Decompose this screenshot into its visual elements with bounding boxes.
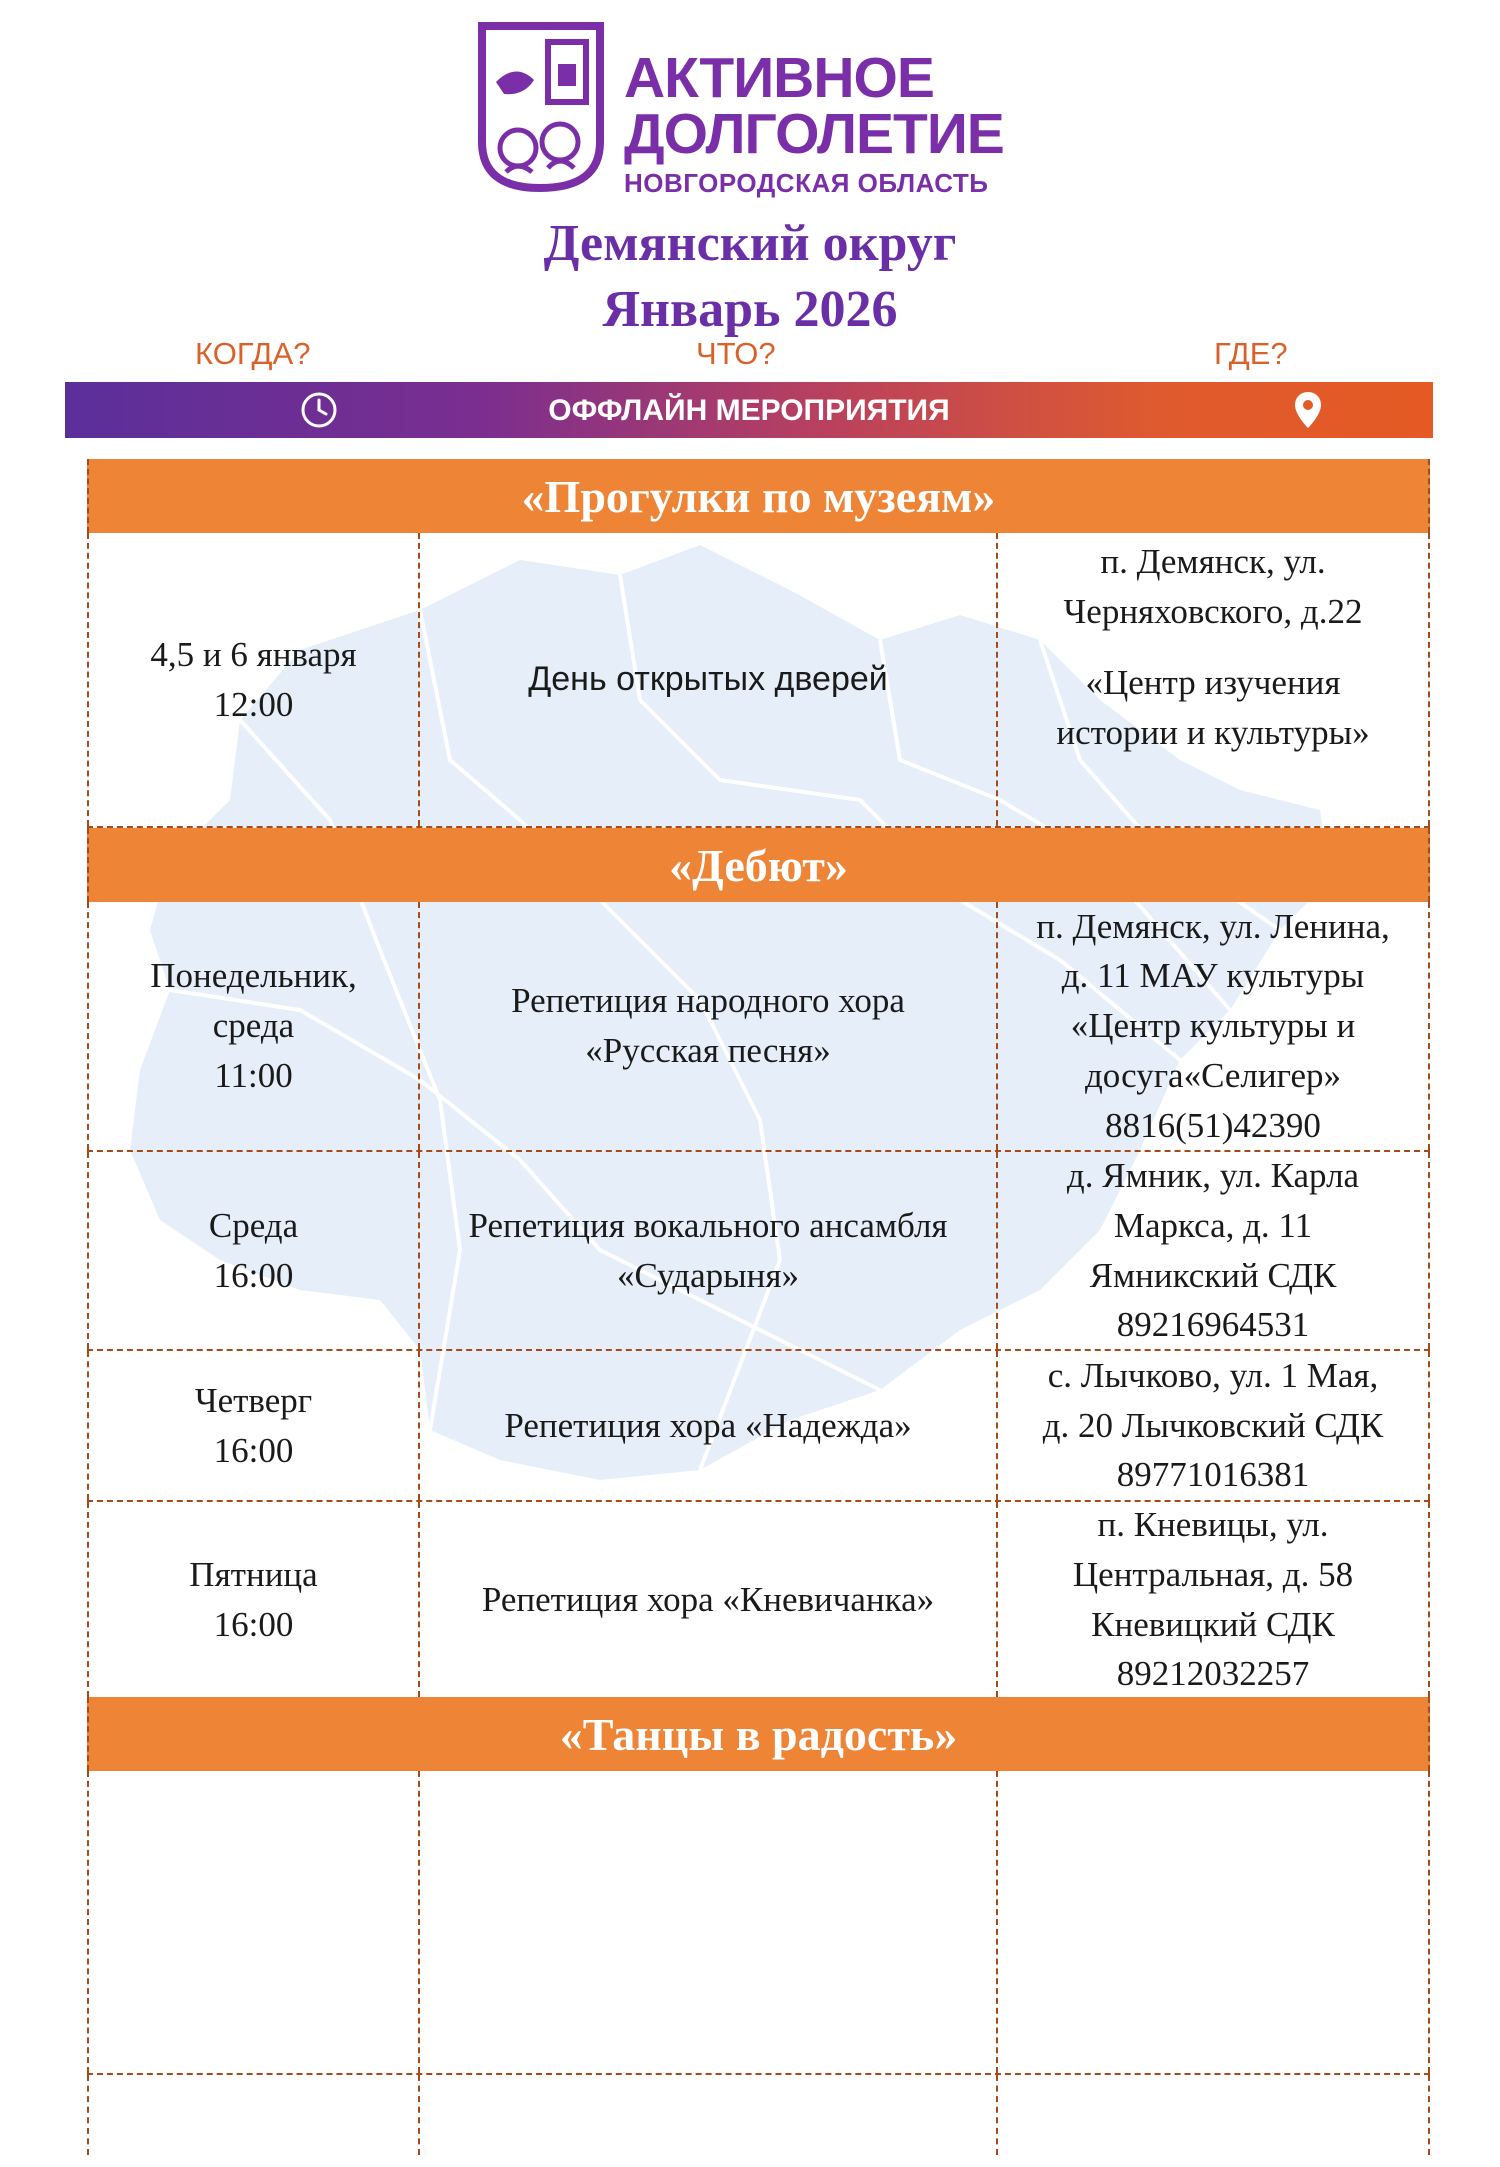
what-cell: Репетиция хора «Надежда» bbox=[420, 1351, 998, 1500]
table-row bbox=[87, 1771, 1430, 2075]
banner-label: ОФФЛАЙН МЕРОПРИЯТИЯ bbox=[548, 394, 950, 427]
logo-text-region: НОВГОРОДСКАЯ ОБЛАСТЬ bbox=[624, 168, 989, 198]
table-row bbox=[87, 1351, 1430, 1502]
when-label: КОГДА? bbox=[195, 336, 311, 371]
logo-text-line2: ДОЛГОЛЕТИЕ bbox=[624, 102, 1004, 166]
what-cell bbox=[420, 2075, 998, 2155]
table-row bbox=[87, 1502, 1430, 1697]
when-cell: Четверг 16:00 bbox=[87, 1351, 420, 1500]
what-cell: Репетиция народного хора «Русская песня» bbox=[420, 902, 998, 1150]
where-cell bbox=[998, 1771, 1430, 2073]
offline-events-banner bbox=[65, 382, 1433, 438]
where-place: «Центр изучения истории и культуры» bbox=[1056, 663, 1370, 753]
schedule-table bbox=[87, 459, 1430, 2155]
section-header-debut: «Дебют» bbox=[87, 828, 1430, 902]
where-address: п. Демянск, ул. Черняховского, д.22 bbox=[1063, 542, 1363, 631]
where-cell bbox=[998, 533, 1430, 826]
what-cell: Репетиция хора «Кневичанка» bbox=[420, 1502, 998, 1697]
table-row bbox=[87, 1152, 1430, 1351]
what-cell: Репетиция вокального ансамбля «Сударыня» bbox=[420, 1152, 998, 1349]
table-row bbox=[87, 2075, 1430, 2155]
where-label: ГДЕ? bbox=[1214, 336, 1288, 371]
table-row bbox=[87, 533, 1430, 828]
when-cell bbox=[87, 1771, 420, 2073]
where-cell: с. Лычково, ул. 1 Мая, д. 20 Лычковский СДК 89771016381 bbox=[998, 1351, 1430, 1500]
where-cell: п. Демянск, ул. Ленина, д. 11 МАУ культуры «Центр культуры и досуга«Селигер» 8816(51)42390 bbox=[998, 902, 1430, 1150]
what-label: ЧТО? bbox=[696, 336, 776, 371]
logo bbox=[476, 22, 1036, 202]
location-pin-icon bbox=[1293, 390, 1323, 430]
table-row bbox=[87, 902, 1430, 1152]
emblem-icon bbox=[476, 22, 606, 194]
where-cell: д. Ямник, ул. Карла Маркса, д. 11 Ямникский СДК 89216964531 bbox=[998, 1152, 1430, 1349]
where-cell bbox=[998, 2075, 1430, 2155]
logo-text-line1: АКТИВНОЕ bbox=[624, 46, 934, 110]
section-header-museum-walks: «Прогулки по музеям» bbox=[87, 459, 1430, 533]
when-cell: Понедельник, среда 11:00 bbox=[87, 902, 420, 1150]
when-cell: Среда 16:00 bbox=[87, 1152, 420, 1349]
month-title: Январь 2026 bbox=[602, 281, 898, 338]
what-cell: День открытых дверей bbox=[420, 533, 998, 826]
when-cell bbox=[87, 2075, 420, 2155]
district-title: Демянский округ bbox=[543, 215, 957, 272]
when-cell: Пятница 16:00 bbox=[87, 1502, 420, 1697]
what-cell bbox=[420, 1771, 998, 2073]
section-header-dance: «Танцы в радость» bbox=[87, 1697, 1430, 1771]
when-cell: 4,5 и 6 января 12:00 bbox=[87, 533, 420, 826]
where-cell: п. Кневицы, ул. Центральная, д. 58 Кневицкий СДК 89212032257 bbox=[998, 1502, 1430, 1697]
